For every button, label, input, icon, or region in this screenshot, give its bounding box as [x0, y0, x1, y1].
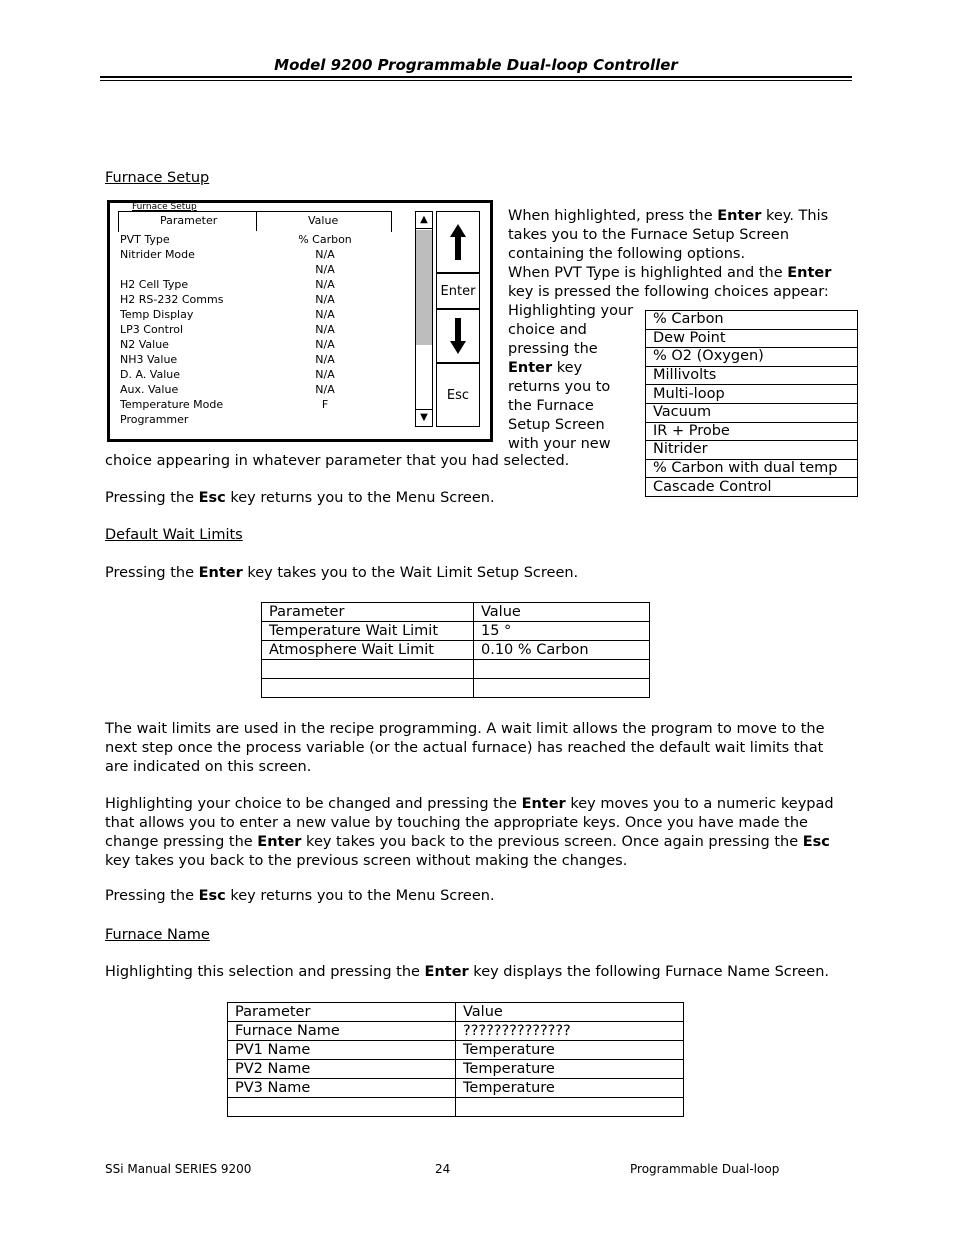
- screen-row-param[interactable]: Nitrider Mode: [120, 248, 195, 261]
- footer-page-number: 24: [435, 1162, 451, 1176]
- table-row: [262, 622, 650, 641]
- screen-row-param[interactable]: H2 Cell Type: [120, 278, 189, 291]
- down-arrow-button[interactable]: [436, 309, 480, 363]
- table-cell: [474, 679, 650, 698]
- table-cell: Parameter: [228, 1003, 456, 1022]
- table-row: [262, 660, 650, 679]
- wait-limits-heading: Default Wait Limits: [105, 527, 243, 543]
- screen-row-value[interactable]: N/A: [315, 383, 335, 396]
- header-rule: [100, 76, 852, 78]
- choice-cell: Cascade Control: [646, 478, 858, 497]
- down-arrow-icon: [437, 310, 479, 362]
- table-cell: 15 °: [474, 622, 650, 641]
- scroll-down-arrow-icon[interactable]: ▼: [415, 409, 433, 427]
- choice-cell: Millivolts: [646, 366, 858, 385]
- screen-row-value[interactable]: N/A: [315, 263, 335, 276]
- choice-cell: % Carbon with dual temp: [646, 459, 858, 478]
- table-cell: PV1 Name: [228, 1041, 456, 1060]
- choice-row: [646, 422, 858, 441]
- narrow-column-text: Highlighting your choice and pressing the Enter key returns you to the Furnace Setup Screen with your new: [508, 303, 634, 452]
- choice-cell: Multi-loop: [646, 385, 858, 404]
- table-cell: ??????????????: [456, 1022, 684, 1041]
- table-cell: [456, 1098, 684, 1117]
- table-row: [228, 1041, 684, 1060]
- screen-row-value[interactable]: % Carbon: [298, 233, 352, 246]
- up-arrow-icon: [437, 212, 479, 272]
- screen-row-value[interactable]: N/A: [315, 248, 335, 261]
- table-row: [262, 641, 650, 660]
- choice-cell: Vacuum: [646, 403, 858, 422]
- table-cell: PV2 Name: [228, 1060, 456, 1079]
- table-cell: Temperature: [456, 1079, 684, 1098]
- table-row: [228, 1003, 684, 1022]
- choice-cell: Dew Point: [646, 329, 858, 348]
- continuation-text: choice appearing in whatever parameter that you had selected.: [105, 453, 570, 469]
- screen-row-value[interactable]: F: [321, 398, 329, 411]
- table-cell: Value: [456, 1003, 684, 1022]
- choice-cell: IR + Probe: [646, 422, 858, 441]
- screen-row-value[interactable]: N/A: [315, 338, 335, 351]
- screen-row-param[interactable]: N2 Value: [120, 338, 169, 351]
- choice-row: [646, 366, 858, 385]
- footer-left: SSi Manual SERIES 9200: [105, 1162, 252, 1176]
- choice-row: [646, 311, 858, 330]
- choice-row: [646, 329, 858, 348]
- esc-return-text: Pressing the Esc key returns you to the Menu Screen.: [105, 490, 495, 506]
- screen-row-value[interactable]: N/A: [315, 308, 335, 321]
- table-row: [228, 1079, 684, 1098]
- table-cell: Parameter: [262, 603, 474, 622]
- table-cell: Temperature: [456, 1060, 684, 1079]
- table-row: [228, 1060, 684, 1079]
- screen-row-value[interactable]: N/A: [315, 278, 335, 291]
- table-cell: Value: [474, 603, 650, 622]
- pvt-choices-table: [645, 310, 858, 497]
- wait-limits-table: [261, 602, 650, 698]
- choice-cell: % Carbon: [646, 311, 858, 330]
- scrollbar-thumb[interactable]: [416, 230, 432, 345]
- furnace-setup-screen: [107, 200, 493, 442]
- table-cell: [262, 660, 474, 679]
- table-row: [228, 1022, 684, 1041]
- wait-limits-para-1: The wait limits are used in the recipe programming. A wait limit allows the program to move to the next step once the process variable (or the actual furnace) has reached the default wait limits that are indicated on this screen.: [105, 721, 825, 775]
- screen-row-param[interactable]: PVT Type: [120, 233, 170, 246]
- screen-row-value[interactable]: N/A: [315, 323, 335, 336]
- table-cell: [262, 679, 474, 698]
- furnace-name-table: [227, 1002, 684, 1117]
- table-cell: Temperature: [456, 1041, 684, 1060]
- screen-row-param[interactable]: D. A. Value: [120, 368, 180, 381]
- table-cell: [474, 660, 650, 679]
- screen-row-value[interactable]: N/A: [315, 293, 335, 306]
- table-cell: Atmosphere Wait Limit: [262, 641, 474, 660]
- furnace-name-intro: Highlighting this selection and pressing the Enter key displays the following Furnace Name Screen.: [105, 964, 830, 980]
- table-row: [228, 1098, 684, 1117]
- table-cell: Furnace Name: [228, 1022, 456, 1041]
- choice-cell: % O2 (Oxygen): [646, 348, 858, 367]
- table-cell: 0.10 % Carbon: [474, 641, 650, 660]
- furnace-setup-heading: Furnace Setup: [105, 170, 210, 186]
- choice-row: [646, 441, 858, 460]
- header-rule-thin: [100, 80, 852, 81]
- choice-row: [646, 403, 858, 422]
- table-cell: Temperature Wait Limit: [262, 622, 474, 641]
- footer-right: Programmable Dual-loop: [630, 1162, 780, 1176]
- wait-limits-esc-text: Pressing the Esc key returns you to the Menu Screen.: [105, 888, 495, 904]
- screen-row-value[interactable]: N/A: [315, 368, 335, 381]
- scroll-up-arrow-icon[interactable]: ▲: [415, 211, 433, 229]
- up-arrow-button[interactable]: [436, 211, 480, 273]
- screen-row-param[interactable]: Programmer: [120, 413, 189, 426]
- screen-title: Furnace Setup: [132, 202, 197, 212]
- furnace-name-heading: Furnace Name: [105, 927, 210, 943]
- screen-col-value: Value: [308, 214, 339, 227]
- choice-row: [646, 478, 858, 497]
- choice-cell: Nitrider: [646, 441, 858, 460]
- screen-row-param[interactable]: NH3 Value: [120, 353, 178, 366]
- furnace-setup-description: When highlighted, press the Enter key. This takes you to the Furnace Setup Screen containing the following options. When PVT Type is highlighted and the Enter key is pressed the following choices appear:: [508, 208, 832, 300]
- choice-row: [646, 348, 858, 367]
- screen-row-param[interactable]: Aux. Value: [120, 383, 179, 396]
- table-cell: [228, 1098, 456, 1117]
- wait-limits-para-2: Highlighting your choice to be changed and pressing the Enter key moves you to a numeric keypad that allows you to enter a new value by touching the appropriate keys. Once you have made the change pressing the Enter key takes you back to the previous screen. Once again pressing the Esc key takes you back to the previous screen without making the changes.: [105, 796, 834, 869]
- table-cell: PV3 Name: [228, 1079, 456, 1098]
- screen-col-param: Parameter: [160, 214, 218, 227]
- esc-button[interactable]: Esc: [436, 363, 480, 427]
- table-row: [262, 603, 650, 622]
- choice-row: [646, 459, 858, 478]
- choice-row: [646, 385, 858, 404]
- table-row: [262, 679, 650, 698]
- screen-row-param[interactable]: H2 RS-232 Comms: [120, 293, 224, 306]
- page-header-title: Model 9200 Programmable Dual-loop Controller: [274, 56, 678, 74]
- screen-row-param[interactable]: Temperature Mode: [120, 398, 224, 411]
- screen-header-divider: [256, 211, 257, 231]
- screen-row-value[interactable]: N/A: [315, 353, 335, 366]
- wait-limits-intro: Pressing the Enter key takes you to the Wait Limit Setup Screen.: [105, 565, 579, 581]
- screen-row-param[interactable]: Temp Display: [120, 308, 194, 321]
- screen-row-param[interactable]: LP3 Control: [120, 323, 184, 336]
- enter-button[interactable]: Enter: [436, 273, 480, 309]
